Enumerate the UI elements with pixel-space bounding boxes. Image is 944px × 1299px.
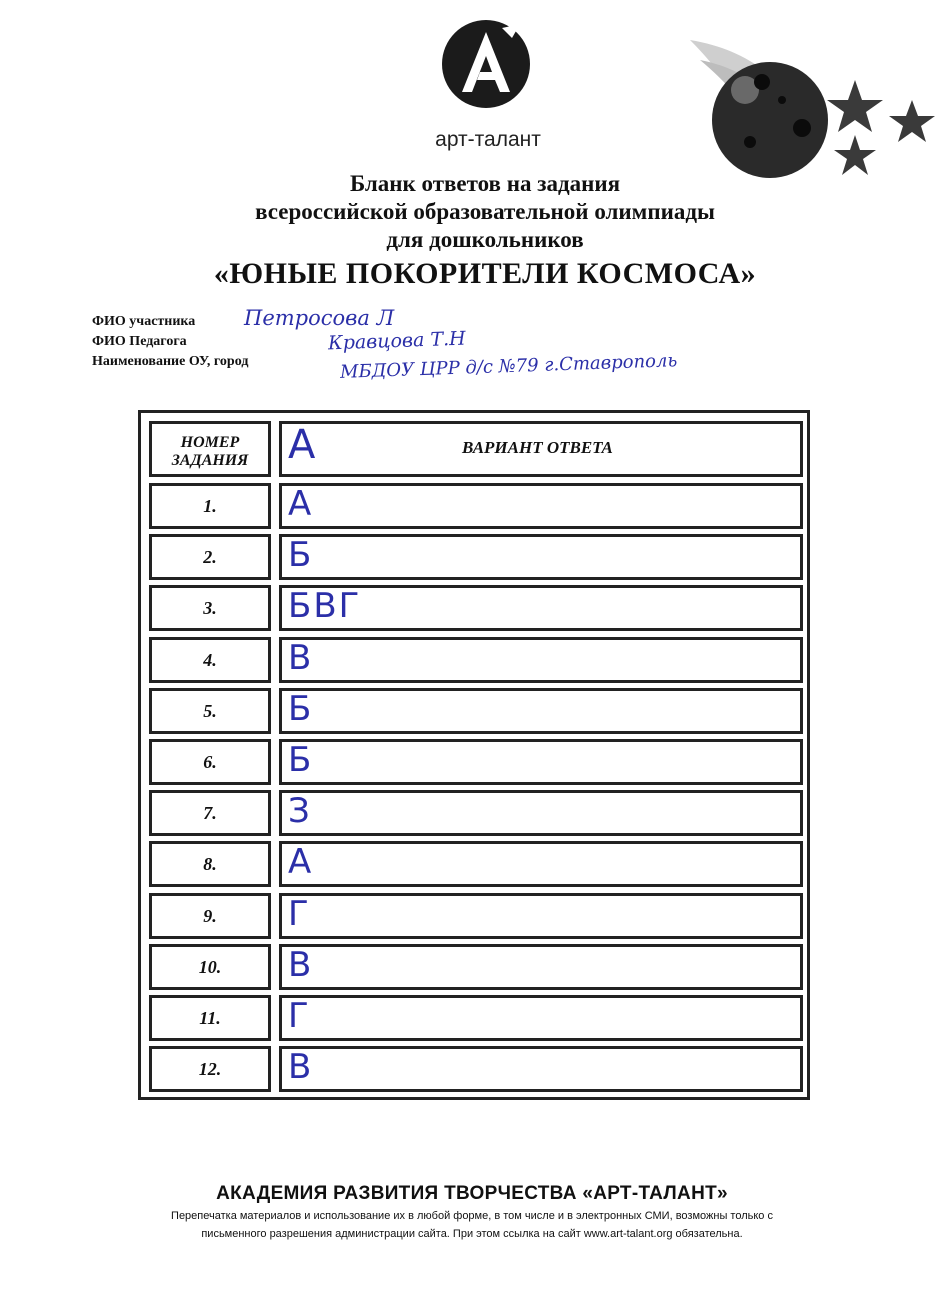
- answer-cell: [279, 585, 803, 631]
- answer-cell: [279, 637, 803, 683]
- copyright-notice-2: письменного разрешения администрации сайта. При этом ссылка на сайт www.art-talant.org обязательна.: [201, 1228, 743, 1240]
- answer-cell: [279, 893, 803, 939]
- title-line-2: всероссийской образовательной олимпиады: [255, 199, 715, 224]
- task-number-cell: [149, 688, 271, 734]
- answer-cell: [279, 688, 803, 734]
- handwritten-answer: Б: [288, 535, 314, 576]
- table-row: [149, 790, 803, 836]
- handwritten-answer: А: [288, 842, 314, 883]
- table-row: [149, 893, 803, 939]
- handwritten-answer: В: [288, 1047, 314, 1088]
- handwritten-answer: В: [288, 637, 314, 678]
- handwritten-answer: Г: [288, 996, 311, 1036]
- table-row: [149, 534, 803, 580]
- teacher-label: ФИО Педагога: [92, 334, 187, 349]
- answer-cell: [279, 534, 803, 580]
- task-number-cell: [149, 790, 271, 836]
- task-number-cell: [149, 739, 271, 785]
- table-row: [149, 483, 803, 529]
- table-row: [149, 841, 803, 887]
- art-talant-logo: [440, 18, 532, 110]
- table-row: [149, 944, 803, 990]
- task-number: 12.: [198, 1059, 222, 1080]
- title-line-1: Бланк ответов на задания: [349, 171, 621, 196]
- table-row: [149, 585, 803, 631]
- answer-cell: [279, 1046, 803, 1092]
- handwritten-answer: БВГ: [288, 586, 362, 627]
- table-row: [149, 1046, 803, 1092]
- task-number-cell: [149, 893, 271, 939]
- task-number-cell: [149, 534, 271, 580]
- task-number: 2.: [203, 547, 217, 568]
- task-number-cell: [149, 1046, 271, 1092]
- task-number: 5.: [203, 700, 217, 721]
- header-answer-label: ВАРИАНТ ОТВЕТА: [462, 438, 613, 457]
- participant-fields: [92, 312, 248, 372]
- participant-name-handwritten: Петросова Л: [244, 306, 395, 330]
- header-task-number: [149, 421, 271, 477]
- handwritten-answer: Б: [288, 740, 314, 780]
- title-line-3: для дошкольников: [386, 227, 584, 252]
- task-number: 7.: [203, 803, 217, 824]
- task-number-cell: [149, 995, 271, 1041]
- task-number: 8.: [203, 854, 217, 875]
- table-row: [149, 637, 803, 683]
- table-row: [149, 739, 803, 785]
- handwritten-answer: Б: [288, 688, 314, 729]
- task-number-cell: [149, 483, 271, 529]
- task-number-cell: [149, 841, 271, 887]
- form-title: [120, 170, 850, 294]
- participant-label: ФИО участника: [92, 314, 196, 329]
- brand-name: арт-талант: [435, 128, 541, 151]
- handwritten-answer: Г: [288, 893, 311, 934]
- comet-illustration: [690, 20, 940, 195]
- answer-cell: [279, 995, 803, 1041]
- answer-table: [138, 410, 810, 1100]
- handwritten-answer: А: [288, 484, 314, 524]
- table-header-row: [149, 421, 803, 477]
- task-number-cell: [149, 585, 271, 631]
- school-label: Наименование ОУ, город: [92, 354, 249, 369]
- task-number: 6.: [203, 752, 217, 772]
- handwritten-answer: В: [288, 944, 314, 985]
- header-task-number-label: НОМЕР ЗАДАНИЯ: [171, 434, 249, 469]
- school-name-handwritten: МБДОУ ЦРР д/с №79 г.Ставрополь: [339, 350, 678, 383]
- task-number-cell: [149, 637, 271, 683]
- answer-cell: [279, 841, 803, 887]
- table-row: [149, 995, 803, 1041]
- olympiad-name: «ЮНЫЕ ПОКОРИТЕЛИ КОСМОСА»: [213, 257, 757, 290]
- task-number: 10.: [198, 956, 222, 977]
- academy-name: АКАДЕМИЯ РАЗВИТИЯ ТВОРЧЕСТВА «АРТ-ТАЛАНТ»: [216, 1183, 728, 1204]
- answer-cell: [279, 944, 803, 990]
- task-number: 3.: [203, 598, 217, 619]
- task-number: 4.: [203, 649, 217, 670]
- handwritten-answer: З: [288, 791, 312, 832]
- table-row: [149, 688, 803, 734]
- copyright-notice-1: Перепечатка материалов и использование их в любой форме, в том числе и в электронных СМИ, возможны только с: [171, 1210, 773, 1222]
- header-handwritten-mark: А: [288, 422, 318, 468]
- header-answer: [279, 421, 803, 477]
- task-number-cell: [149, 944, 271, 990]
- answer-cell: [279, 483, 803, 529]
- task-number: 1.: [203, 496, 217, 516]
- answer-cell: [279, 739, 803, 785]
- task-number: 9.: [203, 905, 217, 926]
- task-number: 11.: [199, 1008, 221, 1028]
- answer-cell: [279, 790, 803, 836]
- footer: [60, 1183, 884, 1241]
- teacher-name-handwritten: Кравцова Т.Н: [327, 327, 467, 355]
